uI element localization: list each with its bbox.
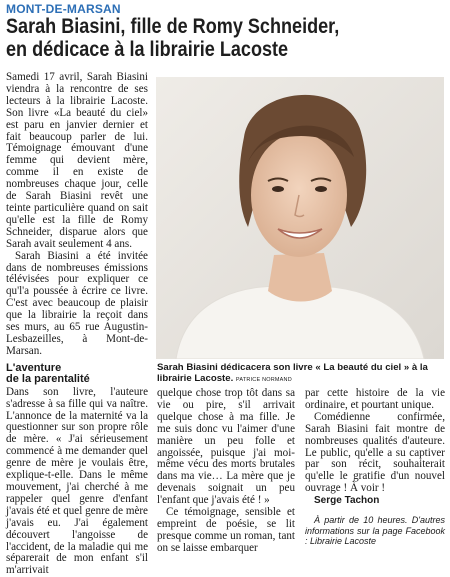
paragraph: par cette histoire de la vie ordinaire, et pourtant unique. bbox=[305, 387, 445, 411]
photo-caption bbox=[157, 362, 447, 386]
headline bbox=[6, 15, 446, 61]
kicker: MONT-DE-MARSAN bbox=[6, 2, 121, 16]
info-note: À partir de 10 heures. D'autres informations sur la page Facebook : Librairie Lacoste bbox=[305, 515, 445, 547]
column-2 bbox=[157, 388, 295, 555]
paragraph: Comédienne confirmée, Sarah Biasini fait montre de nombreuses qualités d'auteure. Le public, qu'elle a su captiver par son récit, souhaiterait qu'elle le gratifie d'un nouvel ouvrage ! À voir ! bbox=[305, 410, 445, 495]
photo-credit: PATRICE NORMAND bbox=[235, 377, 292, 384]
paragraph: Ce témoignage, sensible et empreint de poésie, se lit presque comme un roman, tant on se laisse embarquer bbox=[157, 506, 295, 554]
paragraph: quelque chose trop tôt dans sa vie ou pire, s'il arrivait quelque chose à ma fille. Je me suis donc vu l'aimer d'une manière un peu folle et angoissée, puisque j'ai moi-même vécu des morts brutales dans ma vie… La mère que je devenais soignait un peu l'enfant que j'avais été ! » bbox=[157, 387, 295, 507]
subhead-line-2: de la parentalité bbox=[6, 373, 90, 386]
column-1 bbox=[6, 72, 148, 577]
paragraph: Sarah Biasini a été invitée dans de nombreuses émissions télévisées pour expliquer ce qu'l'a poussée à écrire ce livre. C'est avec beaucoup de plaisir que la librairie la reçoit dans ses murs, au 65 rue Augustin-Lesbazeilles, à Mont-de-Marsan. bbox=[6, 249, 148, 357]
subhead bbox=[6, 363, 148, 386]
subhead-line-1: L'aventure bbox=[6, 361, 62, 374]
paragraph: Dans son livre, l'auteure s'adresse à sa fille qui va naître. L'annonce de la maternité va la questionner sur son propre rôle de mère. « J'ai sérieusement commencé à me demander quel genre de mère je voulais être, explique-t-elle. Dans le même mouvement, j'ai cherché à me rappeler quel genre d'enfant j'avais été et quel genre de mère j'avais eu. J'ai également découvert l'angoisse de l'accident, de la maladie qui me séparerait de mon enfant s'il m'arrivait bbox=[6, 385, 148, 577]
portrait-illustration bbox=[156, 77, 444, 359]
paragraph: Samedi 17 avril, Sarah Biasini viendra à la rencontre de ses lecteurs à la librairie Lacoste. Son livre «La beauté du ciel» est paru en janvier dernier et fait beaucoup parler de lui. Témoignage émouvant d'une femme qui devient mère, comme il en existe de nombreuses chaque jour, celle de Sarah Biasini revêt une teinte particulière quand on sait qu'elle est la fille de Romy Schneider, disparue alors que Sarah avait seulement 4 ans. bbox=[6, 71, 148, 250]
portrait-photo bbox=[156, 77, 444, 359]
column-3 bbox=[305, 388, 445, 547]
caption-text: Sarah Biasini dédicacera son livre « La beauté du ciel » à la librairie Lacoste. bbox=[157, 362, 428, 385]
signature: Serge Tachon bbox=[314, 495, 380, 507]
headline-line-2: en dédicace à la librairie Lacoste bbox=[6, 38, 289, 61]
headline-line-1: Sarah Biasini, fille de Romy Schneider, bbox=[6, 15, 340, 38]
